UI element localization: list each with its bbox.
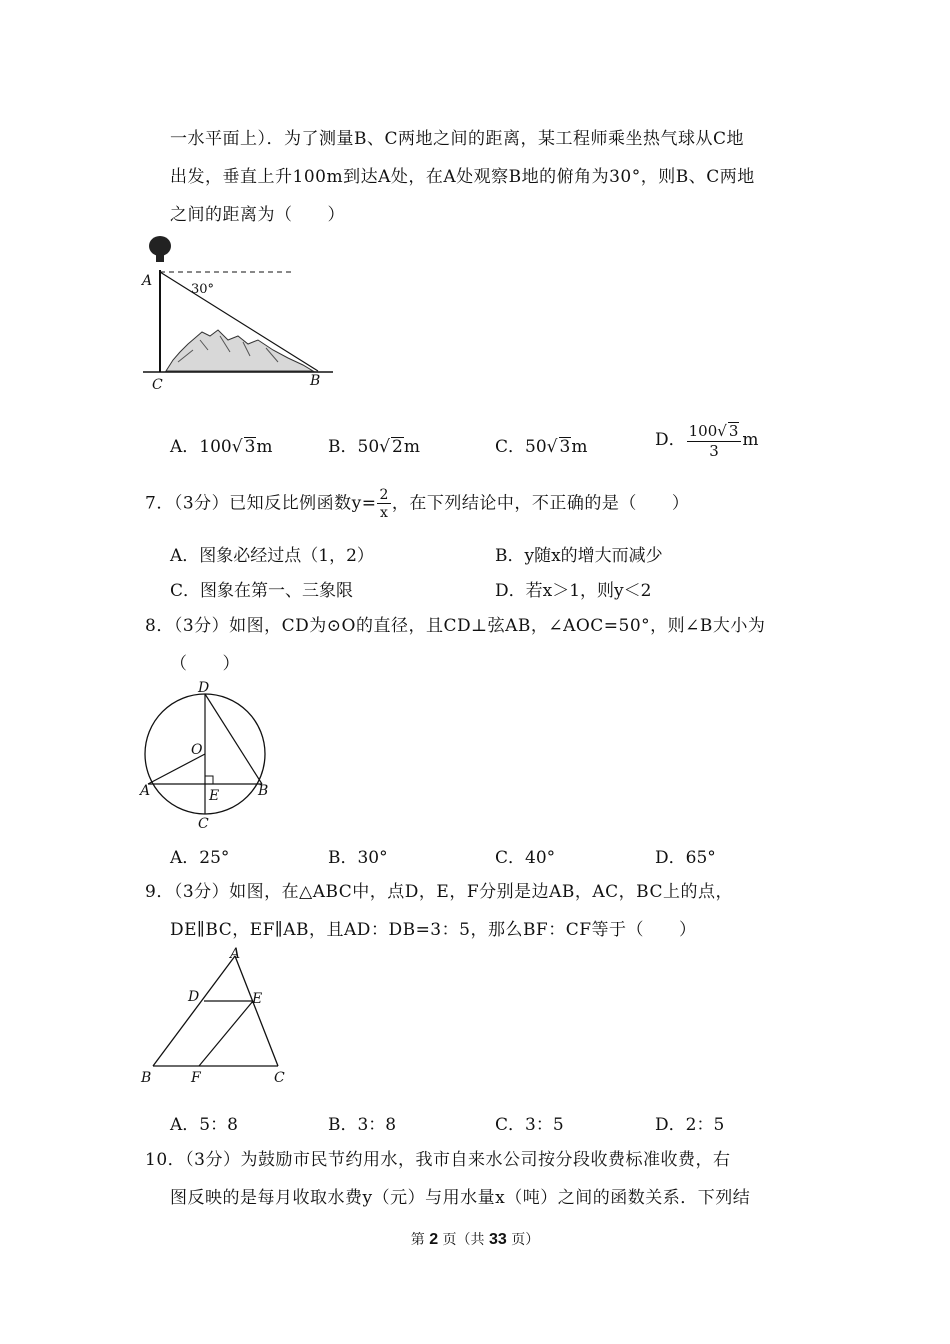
q9-label-d: D (188, 989, 200, 1005)
q7-stem: 7．（3分）已知反比例函数y= $\frac{2}{x}$ ，在下列结论中，不正确的是（ ） (145, 487, 690, 521)
q8-stem-line1: 8．（3分）如图，CD为⊙O的直径，且CD⊥弦AB，∠AOC=50°，则∠B大小为 (145, 616, 766, 636)
side-ac (235, 956, 278, 1066)
q6-stem-line3: 之间的距离为（ ） (170, 205, 345, 225)
q10-stem-line1: 10．（3分）为鼓励市民节约用水，我市自来水公司按分段收费标准收费，右 (145, 1150, 731, 1170)
q8-label-a: A (140, 783, 151, 799)
q6-label-c: C (152, 377, 163, 393)
q6-option-b[interactable]: B．50√ 2m (328, 437, 420, 457)
q8-option-a[interactable]: A．25° (170, 848, 230, 868)
q8-label-o: O (191, 742, 203, 758)
q9-option-a[interactable]: A．5：8 (170, 1115, 238, 1135)
q6-label-b: B (310, 373, 321, 389)
q6-stem-line2: 出发，垂直上升100m到达A处，在A处观察B地的俯角为30°，则B、C两地 (170, 167, 755, 187)
q6-stem-line1: 一水平面上）．为了测量B、C两地之间的距离，某工程师乘坐热气球从C地 (170, 129, 745, 149)
q7-option-c[interactable]: C．图象在第一、三象限 (170, 581, 354, 601)
q9-label-a: A (230, 946, 241, 962)
segment-db (205, 694, 262, 784)
q9-option-b[interactable]: B．3：8 (328, 1115, 397, 1135)
hot-air-balloon-icon (149, 236, 171, 262)
q8-option-c[interactable]: C．40° (495, 848, 556, 868)
q6-option-d[interactable]: D． $\frac{100√ 3}{3}$ m (655, 422, 759, 460)
q6-figure (138, 232, 338, 394)
q8-label-e: E (209, 788, 220, 804)
q7-option-a[interactable]: A．图象必经过点（1，2） (170, 546, 374, 566)
side-ab (153, 956, 235, 1066)
segment-ao (148, 754, 205, 784)
q8-label-d: D (198, 680, 210, 696)
q6-angle-label: 30° (191, 282, 215, 297)
q8-option-b[interactable]: B．30° (328, 848, 388, 868)
q9-option-d[interactable]: D．2：5 (655, 1115, 725, 1135)
q6-option-a[interactable]: A．100√ 3m (170, 437, 273, 457)
q9-label-f: F (191, 1070, 201, 1086)
q8-stem-line2: （ ） (170, 654, 240, 674)
q9-stem-line1: 9．（3分）如图，在△ABC中，点D，E，F分别是边AB，AC，BC上的点， (145, 882, 734, 902)
q9-label-b: B (141, 1070, 152, 1086)
q6-option-c[interactable]: C．50√ 3m (495, 437, 588, 457)
q9-stem-line2: DE∥BC，EF∥AB，且AD：DB=3：5，那么BF：CF等于（ ） (170, 920, 697, 940)
q9-option-c[interactable]: C．3：5 (495, 1115, 564, 1135)
q9-label-e: E (252, 991, 263, 1007)
q7-option-d[interactable]: D．若x＞1，则y＜2 (495, 581, 652, 601)
mountain-icon (166, 330, 313, 371)
q9-label-c: C (274, 1070, 285, 1086)
q7-option-b[interactable]: B．y随x的增大而减少 (495, 546, 663, 566)
q9-figure (136, 944, 296, 1086)
q8-figure (136, 676, 276, 832)
total-page-count: 33 (489, 1231, 507, 1248)
q8-label-c: C (198, 816, 209, 832)
segment-ef (199, 1001, 253, 1066)
q8-option-d[interactable]: D．65° (655, 848, 716, 868)
page-footer: 第 2 页（共 33 页） (410, 1231, 540, 1248)
q8-label-b: B (258, 783, 269, 799)
q10-stem-line2: 图反映的是每月收取水费y（元）与用水量x（吨）之间的函数关系．下列结 (170, 1188, 751, 1208)
current-page-number: 2 (429, 1231, 439, 1248)
q6-label-a: A (142, 273, 153, 289)
